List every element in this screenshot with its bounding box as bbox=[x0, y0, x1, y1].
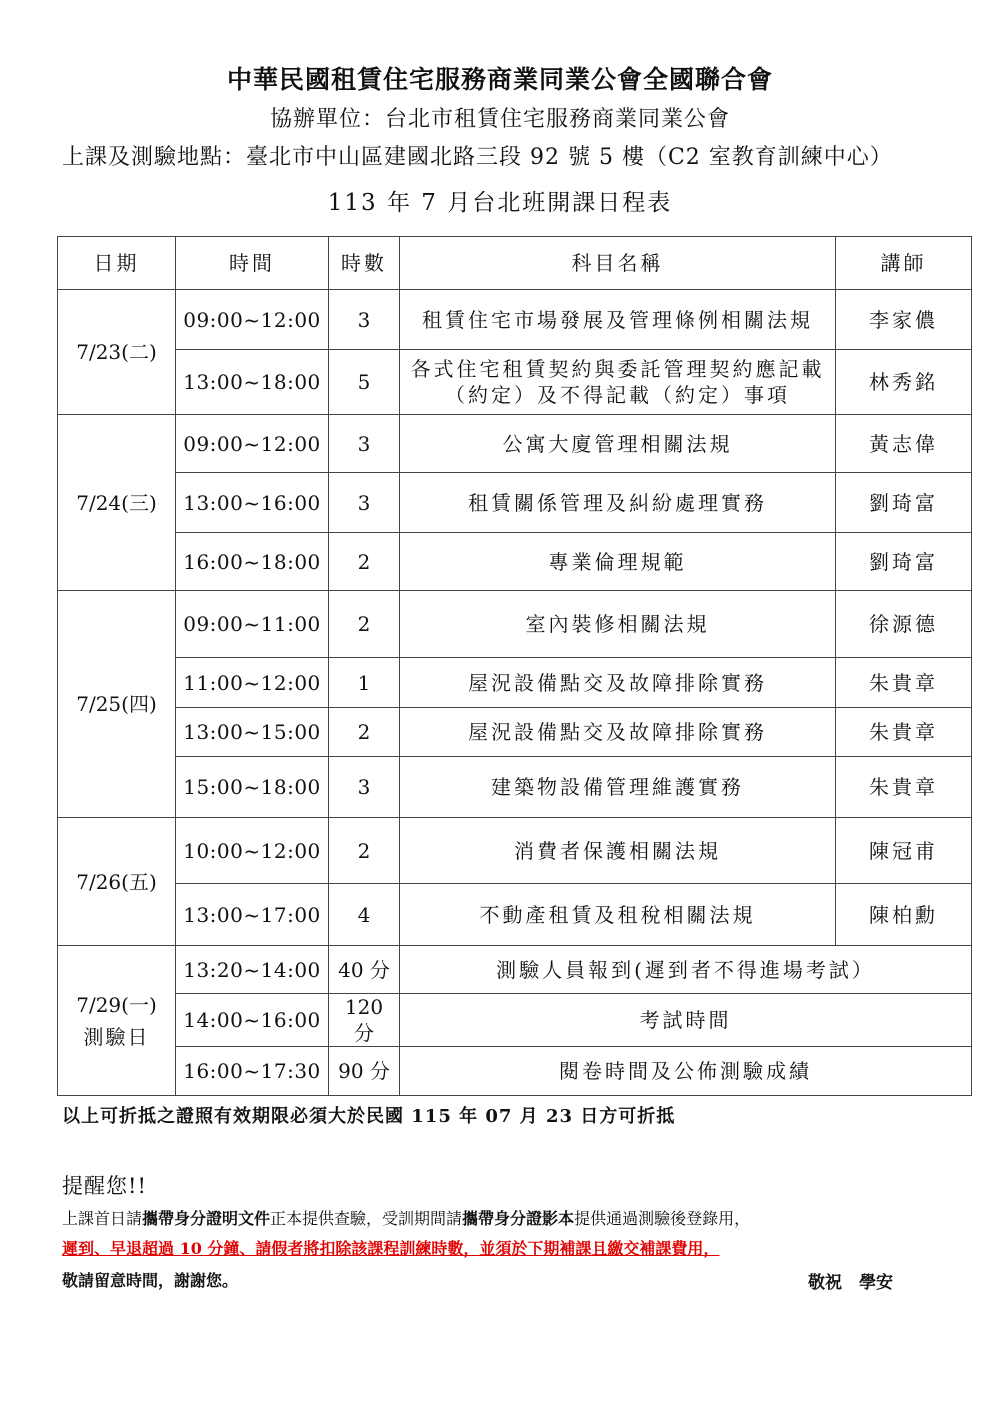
instructor-cell: 黃志偉 bbox=[836, 415, 972, 473]
hours-cell: 2 bbox=[329, 591, 400, 658]
reminder-text: 正本提供查驗，受訓期間請 bbox=[270, 1209, 463, 1228]
instructor-cell: 陳冠甫 bbox=[836, 818, 972, 884]
hours-cell: 1 bbox=[329, 658, 400, 708]
reminder-title: 提醒您!! bbox=[62, 1174, 147, 1198]
reminder-emphasis: 攜帶身分證影本 bbox=[462, 1209, 575, 1228]
instructor-cell: 劉琦富 bbox=[836, 533, 972, 591]
exam-date-cell bbox=[58, 946, 176, 1096]
hours-cell: 2 bbox=[329, 708, 400, 757]
hours-cell: 3 bbox=[329, 290, 400, 350]
time-cell: 13:00~15:00 bbox=[176, 708, 329, 757]
time-cell: 13:00~18:00 bbox=[176, 350, 329, 415]
table-row bbox=[58, 473, 972, 533]
table-row bbox=[58, 658, 972, 708]
exam-row bbox=[58, 994, 972, 1047]
late-warning: 遲到、早退超過 10 分鐘、請假者將扣除該課程訓練時數，並須於下期補課且繳交補課費用， bbox=[62, 1239, 720, 1258]
subject-cell: 專業倫理規範 bbox=[400, 533, 836, 591]
time-cell: 13:00~17:00 bbox=[176, 884, 329, 946]
date-cell: 7/24(三) bbox=[58, 415, 176, 591]
hours-cell: 3 bbox=[329, 415, 400, 473]
table-row bbox=[58, 533, 972, 591]
subject-cell: 屋況設備點交及故障排除實務 bbox=[400, 658, 836, 708]
exam-date: 7/29(一) bbox=[76, 992, 157, 1017]
time-cell: 09:00~12:00 bbox=[176, 290, 329, 350]
table-row bbox=[58, 818, 972, 884]
time-cell: 09:00~12:00 bbox=[176, 415, 329, 473]
instructor-cell: 林秀銘 bbox=[836, 350, 972, 415]
subject-cell: 建築物設備管理維護實務 bbox=[400, 757, 836, 818]
exam-row bbox=[58, 1047, 972, 1096]
header-hours: 時數 bbox=[329, 237, 400, 290]
time-cell: 14:00~16:00 bbox=[176, 994, 329, 1047]
hours-cell: 2 bbox=[329, 533, 400, 591]
exam-row bbox=[58, 946, 972, 994]
table-row bbox=[58, 350, 972, 415]
hours-cell: 3 bbox=[329, 757, 400, 818]
instructor-cell: 陳柏勳 bbox=[836, 884, 972, 946]
sign-off: 敬祝 學安 bbox=[808, 1273, 893, 1293]
table-row bbox=[58, 757, 972, 818]
header-subject: 科目名稱 bbox=[400, 237, 836, 290]
instructor-cell: 徐源德 bbox=[836, 591, 972, 658]
time-cell: 16:00~17:30 bbox=[176, 1047, 329, 1096]
time-cell: 13:00~16:00 bbox=[176, 473, 329, 533]
hours-cell: 90 分 bbox=[329, 1047, 400, 1096]
hours-cell: 120 分 bbox=[329, 994, 400, 1047]
date-cell: 7/23(二) bbox=[58, 290, 176, 415]
schedule-table bbox=[57, 236, 972, 1096]
subject-cell: 消費者保護相關法規 bbox=[400, 818, 836, 884]
instructor-cell: 朱貴章 bbox=[836, 708, 972, 757]
reminder-text: 上課首日請 bbox=[62, 1209, 143, 1228]
reminder-line bbox=[62, 1206, 750, 1229]
subject-cell: 不動產租賃及租稅相關法規 bbox=[400, 884, 836, 946]
table-header-row bbox=[58, 237, 972, 290]
closing-note: 敬請留意時間，謝謝您。 bbox=[62, 1271, 239, 1290]
co-organizer: 協辦單位：台北市租賃住宅服務商業同業公會 bbox=[269, 107, 730, 132]
exam-label: 測驗日 bbox=[83, 1024, 150, 1049]
subject-cell: 公寓大廈管理相關法規 bbox=[400, 415, 836, 473]
hours-cell: 3 bbox=[329, 473, 400, 533]
header-instructor: 講師 bbox=[836, 237, 972, 290]
date-cell: 7/26(五) bbox=[58, 818, 176, 946]
date-cell: 7/25(四) bbox=[58, 591, 176, 818]
time-cell: 11:00~12:00 bbox=[176, 658, 329, 708]
reminder-emphasis: 攜帶身分證明文件 bbox=[142, 1209, 271, 1228]
instructor-cell: 朱貴章 bbox=[836, 757, 972, 818]
header-time: 時間 bbox=[176, 237, 329, 290]
hours-cell: 4 bbox=[329, 884, 400, 946]
table-row bbox=[58, 591, 972, 658]
table-row bbox=[58, 708, 972, 757]
hours-cell: 2 bbox=[329, 818, 400, 884]
subject-cell: 租賃住宅市場發展及管理條例相關法規 bbox=[400, 290, 836, 350]
instructor-cell: 李家儂 bbox=[836, 290, 972, 350]
exam-desc-cell: 考試時間 bbox=[400, 994, 972, 1047]
exam-desc-cell: 閱卷時間及公佈測驗成績 bbox=[400, 1047, 972, 1096]
subject-cell: 租賃關係管理及糾紛處理實務 bbox=[400, 473, 836, 533]
reminder-text: 提供通過測驗後登錄用， bbox=[574, 1209, 751, 1228]
table-row bbox=[58, 290, 972, 350]
hours-cell: 40 分 bbox=[329, 946, 400, 994]
instructor-cell: 朱貴章 bbox=[836, 658, 972, 708]
instructor-cell: 劉琦富 bbox=[836, 473, 972, 533]
document-title: 中華民國租賃住宅服務商業同業公會全國聯合會 bbox=[226, 65, 773, 94]
time-cell: 09:00~11:00 bbox=[176, 591, 329, 658]
time-cell: 13:20~14:00 bbox=[176, 946, 329, 994]
table-row bbox=[58, 884, 972, 946]
time-cell: 15:00~18:00 bbox=[176, 757, 329, 818]
validity-note: 以上可折抵之證照有效期限必須大於民國 115 年 07 月 23 日方可折抵 bbox=[62, 1106, 676, 1127]
time-cell: 10:00~12:00 bbox=[176, 818, 329, 884]
subject-cell: 各式住宅租賃契約與委託管理契約應記載（約定）及不得記載（約定）事項 bbox=[400, 350, 836, 415]
subject-cell: 屋況設備點交及故障排除實務 bbox=[400, 708, 836, 757]
venue-line: 上課及測驗地點：臺北市中山區建國北路三段 92 號 5 樓（C2 室教育訓練中心） bbox=[62, 145, 893, 170]
header-date: 日期 bbox=[58, 237, 176, 290]
schedule-title: 113 年 7 月台北班開課日程表 bbox=[327, 190, 673, 216]
exam-desc-cell: 測驗人員報到(遲到者不得進場考試） bbox=[400, 946, 972, 994]
time-cell: 16:00~18:00 bbox=[176, 533, 329, 591]
hours-cell: 5 bbox=[329, 350, 400, 415]
table-row bbox=[58, 415, 972, 473]
subject-cell: 室內裝修相關法規 bbox=[400, 591, 836, 658]
